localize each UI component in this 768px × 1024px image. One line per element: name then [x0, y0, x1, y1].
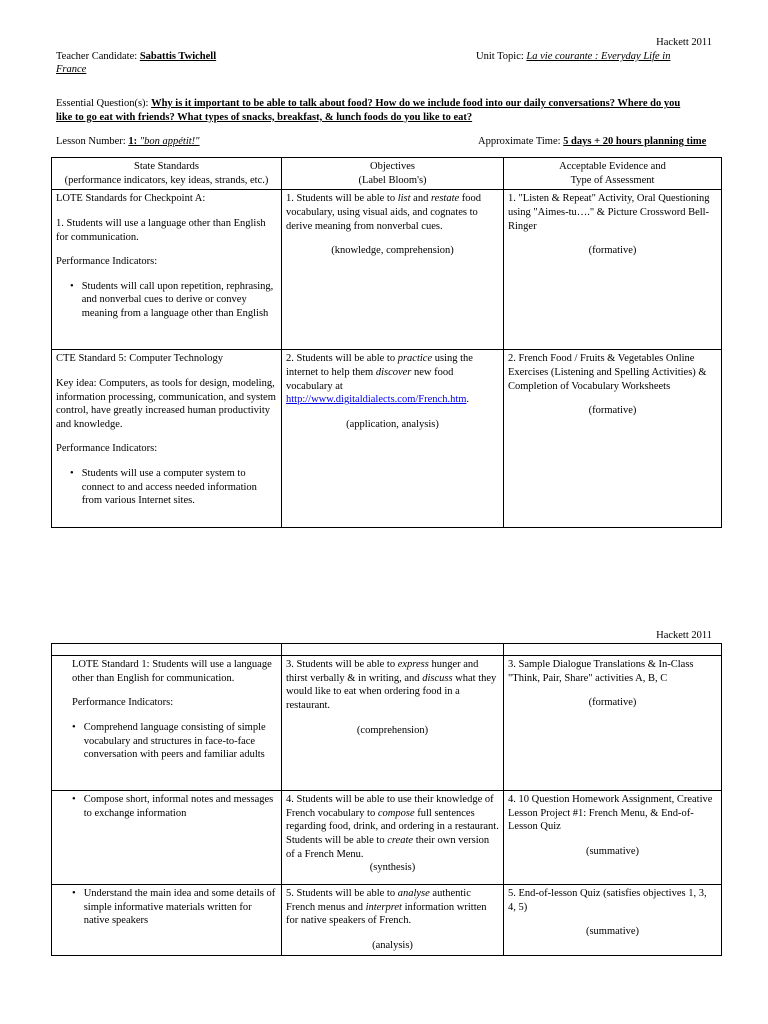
bullet-text: Students will call upon repetition, rephrasing, and nonverbal cues to derive or convey meaning from a language other than English [81, 280, 274, 320]
standard-title: LOTE Standards for Checkpoint A: [56, 193, 206, 205]
teacher-label: Teacher Candidate: [56, 51, 140, 62]
evidence-text: 1. "Listen & Repeat" Activity, Oral Questioning using "Aimes-tu…." & Picture Crossword Bell-Ringer [508, 193, 710, 232]
lesson-label: Lesson Number: [56, 136, 129, 147]
bloom-label: (analysis) [372, 939, 413, 951]
table-header-row [52, 158, 722, 190]
assessment-type: (formative) [588, 697, 637, 709]
header-objectives [282, 158, 504, 190]
standard-text: 1. Students will use a language other than English for communication. [56, 217, 266, 243]
evidence-cell [504, 190, 722, 350]
bullet-icon: • [72, 888, 76, 899]
eq-label: Essential Question(s): [56, 98, 152, 109]
bullet-text: Comprehend language consisting of simple vocabulary and structures in face-to-face conversation with peers and familiar adults [83, 721, 266, 761]
essential-questions [56, 97, 716, 124]
table-row [52, 656, 722, 791]
bullet-text: Compose short, informal notes and messages to exchange information [83, 794, 274, 819]
evidence-cell [504, 656, 722, 791]
header-state-standards [52, 158, 282, 190]
bullet-icon: • [72, 721, 76, 733]
header-col1-line1: State Standards [133, 161, 200, 172]
objective-text: 3. Students will be able to express hunger and thirst verbally & in writing, and discuss what they would like to eat when ordering food in a restaurant. [286, 659, 497, 711]
bloom-label: (knowledge, comprehension) [331, 245, 454, 257]
assessment-type: (formative) [588, 245, 637, 257]
header-col3-line1: Acceptable Evidence and [559, 161, 666, 172]
approximate-time [478, 135, 706, 149]
bloom-label: (comprehension) [356, 724, 429, 736]
bullet-item [72, 887, 277, 928]
bullet-item [72, 721, 277, 762]
bullet-text: Students will use a computer system to connect to and access needed information from various Internet sites. [81, 468, 257, 507]
objectives-cell [282, 350, 504, 528]
time-value: 5 days + 20 hours planning time [563, 136, 707, 147]
page-header-right: Hackett 2011 [656, 37, 712, 48]
table-row [52, 350, 722, 528]
lesson-title: "bon appétit!" [139, 136, 200, 147]
evidence-cell [504, 791, 722, 885]
standards-cell [52, 656, 282, 791]
evidence-cell [504, 350, 722, 528]
key-idea-text: Key idea: Computers, as tools for design, modeling, information processing, communication, and system control, have greatly increased human productivity and knowledge. [56, 377, 276, 430]
objective-text: 1. Students will be able to list and restate food vocabulary, using visual aids, and cognates to derive meaning from nonverbal cues. [286, 193, 482, 232]
standards-cell [52, 791, 282, 885]
bloom-label: (synthesis) [369, 862, 416, 874]
header-evidence [504, 158, 722, 190]
objective-text: 4. Students will be able to use their knowledge of French vocabulary to compose full sentences regarding food, drink, and ordering in a restaurant. Students will be able to create their own version of a French Menu. [286, 794, 499, 860]
table-row [52, 791, 722, 885]
teacher-name: Sabattis Twichell [139, 51, 217, 62]
unit-topic [476, 50, 670, 64]
standards-cell [52, 350, 282, 528]
standard-title: CTE Standard 5: Computer Technology [56, 353, 224, 365]
bloom-label: (application, analysis) [346, 418, 439, 430]
bullet-icon: • [70, 280, 74, 292]
header-col2-line2: (Label Bloom's) [358, 174, 427, 186]
performance-indicators-label: Performance Indicators: [56, 443, 158, 455]
objective-text: 5. Students will be able to analyse authentic French menus and interpret information written for native speakers of French. [286, 888, 487, 927]
eq-text-2: like to go eat with friends? What types of snacks, breakfast, & lunch foods do you like to eat? [56, 111, 473, 123]
standards-cell [52, 885, 282, 956]
eq-text-1: Why is it important to be able to talk about food? How do we include food into our daily conversations? Where do you [151, 98, 681, 109]
unit-topic-text: La vie courante : Everyday Life in [526, 51, 671, 62]
table-row [52, 190, 722, 350]
performance-indicators-label: Performance Indicators: [72, 697, 174, 709]
objectives-cell [282, 791, 504, 885]
time-label: Approximate Time: [478, 136, 564, 147]
assessment-type: (summative) [585, 845, 640, 857]
table-empty-row [52, 644, 722, 656]
lesson-plan-table-1 [51, 157, 722, 528]
teacher-candidate [56, 50, 216, 64]
objectives-cell [282, 885, 504, 956]
unit-topic-continuation: France [56, 64, 87, 75]
header-col2-line1: Objectives [370, 161, 415, 172]
objective-text: 2. Students will be able to practice using the internet to help them discover new food vocabulary at http://www.digitaldialects.com/French.htm. [286, 353, 473, 406]
lesson-number-value: 1: [128, 136, 140, 147]
bullet-item [70, 280, 277, 321]
header-col3-line2: Type of Assessment [570, 174, 655, 186]
digitaldialects-link[interactable]: http://www.digitaldialects.com/French.htm [286, 394, 467, 406]
evidence-text: 4. 10 Question Homework Assignment, Creative Lesson Project #1: French Menu, & End-of-Lesson Quiz [508, 794, 713, 833]
evidence-text: 3. Sample Dialogue Translations & In-Class "Think, Pair, Share" activities A, B, C [508, 659, 694, 684]
header-col1-line2: (performance indicators, key ideas, strands, etc.) [64, 174, 269, 186]
objectives-cell [282, 190, 504, 350]
page-header-right: Hackett 2011 [656, 630, 712, 641]
objectives-cell [282, 656, 504, 791]
assessment-type: (summative) [585, 926, 640, 938]
bullet-item [72, 793, 277, 820]
lesson-number [56, 135, 200, 149]
standard-text: LOTE Standard 1: Students will use a language other than English for communication. [72, 659, 272, 684]
bullet-item [70, 467, 277, 508]
evidence-cell [504, 885, 722, 956]
bullet-icon: • [70, 468, 74, 480]
unit-label: Unit Topic: [476, 51, 527, 62]
bullet-text: Understand the main idea and some details of simple informative materials written for native speakers [83, 888, 276, 927]
evidence-text: 2. French Food / Fruits & Vegetables Online Exercises (Listening and Spelling Activities) & Completion of Vocabulary Worksheets [508, 353, 707, 392]
assessment-type: (formative) [588, 405, 637, 417]
evidence-text: 5. End-of-lesson Quiz (satisfies objectives 1, 3, 4, 5) [508, 888, 707, 913]
performance-indicators-label: Performance Indicators: [56, 256, 158, 268]
standards-cell [52, 190, 282, 350]
lesson-plan-table-2 [51, 643, 722, 956]
bullet-icon: • [72, 794, 76, 805]
table-row [52, 885, 722, 956]
